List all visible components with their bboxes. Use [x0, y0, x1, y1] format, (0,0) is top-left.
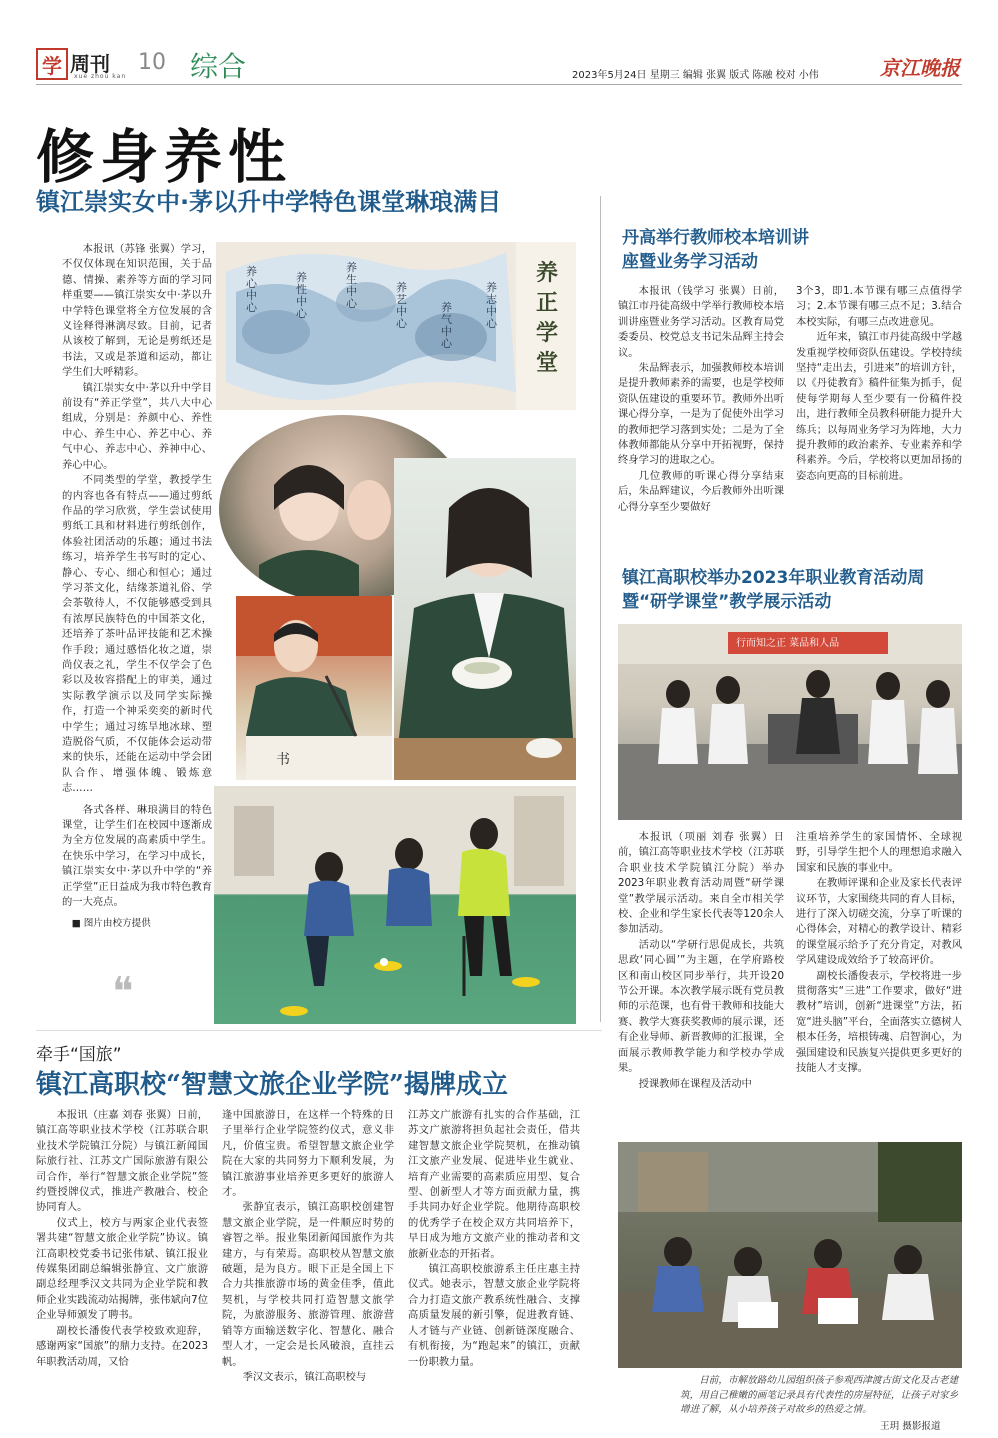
photo-field-hockey [214, 786, 576, 1024]
side2-paragraph: 副校长潘俊表示，学校将进一步贯彻落实“三进”工作要求，做好“进教材”培训，创新“进课堂”方法，拓宽“进头脑”平台，全面落实立德树人根本任务，培根铸魂、启智润心，为强国建设和民族复兴提供更多更好的技能人才支撑。 [796, 969, 962, 1075]
story3-paragraph: 逢中国旅游日，在这样一个特殊的日子里举行企业学院签约仪式，意义非凡，价值宝贵。希望智慧文旅企业学院在大家的共同努力下顺利发展，为镇江旅游事业培养更多更好的旅游人才。 [222, 1109, 394, 1199]
story3-paragraph: 本报讯（庄嘉 刘春 张翼）日前，镇江高等职业技术学校（江苏联合职业技术学院镇江分院）与镇江新闻国际旅行社、江苏文广国际旅游有限公司合作，举行“智慧文旅企业学院”签约暨授牌仪式，推进产教融合、校企协同育人。 [36, 1109, 208, 1214]
photo-calligraphy-class [236, 596, 392, 780]
column-divider [600, 196, 601, 1022]
lead-paragraph: 不同类型的学堂，教授学生的内容也各有特点——通过剪纸作品的学习欣赏，学生尝试使用剪纸工具和材料进行剪纸创作，体验社团活动的乐趣；通过书法练习，培养学生书写时的定心、静心、专心、细心和恒心；通过学习茶文化，结缘茶道礼俗、学会茶敬待人，不仅能够感受到具有浓厚民族特色的中国茶文化，还培养了茶叶品评技能和艺术操作手段；通过感悟化妆之道，崇尚仪表之礼，学生不仅学会了色彩以及妆容搭配上的审美，通过实际教学演示以及同学实际操作，打造一个神采奕奕的新时代中学生；通过习练旱地冰球、塑造脱俗气质，不仅能体会运动带来的快乐，还能在运动中学会团队合作、增强体魄、锻炼意志…… [62, 474, 212, 795]
story3-body-col3 [408, 1108, 580, 1370]
story3-paragraph: 副校长潘俊代表学校致欢迎辞，感谢两家“国旅”的鼎力支持。在2023年职教活动周，又恰 [36, 1324, 208, 1368]
side1-paragraph: 朱品辉表示，加强教师校本培训是提升教师素养的需要，也是学校师资队伍建设的重要环节。教师外出听课心得分享，一是为了促使外出学习的教师把学习落到实处；二是为了全体教师都能从分享中开拓视野，保持终身学习的进取之心。 [618, 362, 784, 467]
side1-paragraph: 3个3，即1.本节课有哪三点值得学习；2.本节课有哪三点不足；3.结合本校实际，有哪三点改进意见。 [796, 285, 962, 328]
photo-cooking-class [618, 624, 962, 820]
side2-paragraph: 本报讯（项丽 刘春 张翼）日前，镇江高等职业技术学校（江苏联合职业技术学院镇江分院）举办2023年职业教育活动周暨“研学课堂”教学展示活动。来自全市相关学校、企业和学生家长代表等120余人参加活动。 [618, 831, 784, 936]
cloud-label: 养气中心 [441, 301, 452, 350]
story3-paragraph: 镇江高职校旅游系主任庄惠主持仪式。她表示，智慧文旅企业学院将合力打造文旅产教系统性融合、支撑高质量发展的新引擎，促进教育链、人才链与产业链、创新链深度融合、有机衔接，为“跑起来”的镇江，贡献一份职教力量。 [408, 1263, 580, 1368]
photo-caption-credit: 王玥 摄影报道 [880, 1421, 941, 1432]
cooking-banner-text: 行而知之正 菜品和人品 [736, 638, 840, 649]
side1-body-col2 [796, 284, 962, 484]
lead-paragraph: 各式各样、琳琅满目的特色课堂，让学生们在校园中逐渐成为全方位发展的高素质中学生。在快乐中学习，在学习中成长，镇江崇实女中·茅以升中学的“养正学堂”正日益成为我市特色教育的一大亮点。 [62, 803, 212, 909]
lead-paragraph: 镇江崇实女中·茅以升中学目前设有“养正学堂”，共八大中心组成，分别是：养颜中心、养性中心、养生中心、养艺中心、养气中心、养志中心、养神中心、养心中心。 [62, 381, 212, 471]
masthead-badge: 学 [36, 48, 68, 80]
story3-title: 镇江高职校“智慧文旅企业学院”揭牌成立 [36, 1070, 508, 1100]
side2-title: 镇江高职校举办2023年职业教育活动周暨“研学课堂”教学展示活动 [622, 568, 925, 612]
cooking-class-scene [618, 624, 962, 820]
story3-paragraph: 江苏文广旅游有扎实的合作基础，江苏文广旅游将担负起社会责任，借共建智慧文旅企业学院契机，在推动镇江文旅产业发展、促进毕业生就业、培育产业需要的高素质应用型、复合型、创新型人才等方面贡献力量，携手共同办好企业学院。他期待高职校的优秀学子在校企双方共同培养下，早日成为地方文旅产业的推动者和文旅新业态的开拓者。 [408, 1109, 580, 1260]
story3-body-col2 [222, 1108, 394, 1385]
side2-paragraph: 授课教师在课程及活动中 [638, 1077, 752, 1090]
story3-paragraph: 仪式上，校方与两家企业代表签署共建“智慧文旅企业学院”协议。镇江高职校党委书记张伟斌、镇江报业传媒集团副总编辑张静宜、文广旅游副总经理季汉文共同为企业学院和教师企业实践流动站揭牌，张伟斌向7位企业导师颁发了聘书。 [36, 1216, 208, 1322]
side1-paragraph: 近年来，镇江市丹徒高级中学越发重视学校师资队伍建设。学校持续坚持“走出去，引进来”的培训方针，以《丹徒教育》稿件征集为抓手，促使每学期每人至少要有一份稿件投出，进行教师全员教科研能力提升大练兵；以每周业务学习为阵地，大力提升教师的政治素养、专业素养和学科素养。今后，学校将以更加昂扬的姿态向更高的目标前进。 [796, 331, 962, 482]
story3-rule [36, 1030, 602, 1031]
calligraphy-boy-scene [236, 596, 392, 780]
photo-kindergarten-sketch [618, 1142, 962, 1368]
story3-paragraph: 季汉文表示，镇江高职校与 [242, 1370, 367, 1383]
field-hockey-scene [214, 786, 576, 1024]
lead-body [62, 242, 212, 932]
photo-calligraphy-banner [216, 242, 576, 410]
story3-body-col1 [36, 1108, 208, 1370]
side1-body-col1 [618, 284, 784, 515]
page-number: 10 [138, 50, 166, 75]
side2-paragraph: 活动以“学研行思促成长，共筑思政‘同心圆’”为主题，在学府路校区和南山校区同步举行，共开设20节公开课。本次教学展示既有党员教师的示范课，也有骨干教师和技能大赛、教学大赛获奖教师的展示课，还有企业导师、新晋教师的汇报课，全面展示教师教学能力和学校办学成果。 [618, 938, 784, 1075]
calligraphy-text: 养正学堂 [536, 260, 559, 376]
cloud-label: 养心中心 [246, 265, 257, 314]
cloud-label: 养志中心 [486, 281, 497, 330]
cloud-label: 养艺中心 [396, 281, 407, 330]
masthead-pinyin: xue zhou kan [74, 73, 127, 80]
tea-scene [394, 458, 576, 780]
date-line: 2023年5月24日 星期三 编辑 张翼 版式 陈融 校对 小伟 [572, 70, 819, 81]
photo-tea-ceremony [394, 458, 576, 780]
section-name: 综合 [190, 50, 247, 83]
cloud-label: 养生中心 [346, 261, 357, 310]
masthead-rule [36, 84, 962, 85]
quote-mark-icon: ❝ [112, 969, 134, 1015]
side2-paragraph: 注重培养学生的家国情怀、全球视野，引导学生把个人的理想追求融入国家和民族的事业中。 [796, 831, 962, 874]
story3-paragraph: 张静宜表示，镇江高职校创建智慧文旅企业学院，是一件顺应时势的睿智之举。报业集团新闻国旅作为共建方，与有荣焉。高职校从智慧文旅破题，是为良方。眼下正是全国上下合力共推旅游市场的黄金佳季，值此契机，与学校共同打造智慧文旅学院，为旅游服务、旅游管理、旅游营销等方面输送数字化、智慧化、融合型人才，一定会是长风破浪，直挂云帆。 [222, 1201, 394, 1368]
photo-credit: ■ 图片由校方提供 [71, 918, 151, 930]
side1-title: 丹高举行教师校本培训讲座暨业务学习活动 [622, 228, 809, 272]
side2-body-col2 [796, 830, 962, 1077]
svg-text:书: 书 [276, 752, 290, 768]
side1-paragraph: 几位教师的听课心得分享结束后，朱品辉建议，今后教师外出听课心得分享至少要做好 [618, 469, 784, 513]
side1-paragraph: 本报讯（钱学习 张翼）日前，镇江市丹徒高级中学举行教师校本培训讲座暨业务学习活动。区教育局党委委员、校党总支书记朱品辉主持会议。 [618, 285, 784, 359]
kindergarten-scene [618, 1142, 962, 1368]
photo-caption: 日前，市解放路幼儿园组织孩子参观西津渡古街文化及古老建筑，用自己稚嫩的画笔记录具有代表性的房屋特征，让孩子对家乡增进了解，从小培养孩子对故乡的热爱之情。 [680, 1375, 959, 1415]
side2-paragraph: 在教师评课和企业及家长代表评议环节，大家围绕共同的育人目标，进行了深入切磋交流，分享了听课的心得体会，对精心的教学设计、精彩的课堂展示给予了充分肯定，对教风学风建设成效给予了较高评价。 [796, 877, 962, 967]
lead-paragraph: 本报讯（苏锋 张翼）学习，不仅仅体现在知识范围，关于品德、情操、素养等方面的学习同样重要——镇江崇实女中·茅以升中学特色课堂将全方位发展的含义诠释得淋漓尽致。目前，记者从该校了解到，无论是剪纸还是书法，又或是茶道和运动，都让学生们大呼精彩。 [62, 243, 212, 379]
lead-subtitle: 镇江崇实女中·茅以升中学特色课堂琳琅满目 [36, 188, 502, 216]
cloud-label: 养性中心 [296, 271, 307, 320]
lead-title: 修身养性 [36, 123, 293, 191]
side2-body-col1 [618, 830, 784, 1092]
paper-logo: 京江晚报 [880, 56, 960, 80]
masthead-name: 周刊 [70, 52, 110, 76]
story3-kicker: 牵手“国旅” [36, 1045, 122, 1065]
